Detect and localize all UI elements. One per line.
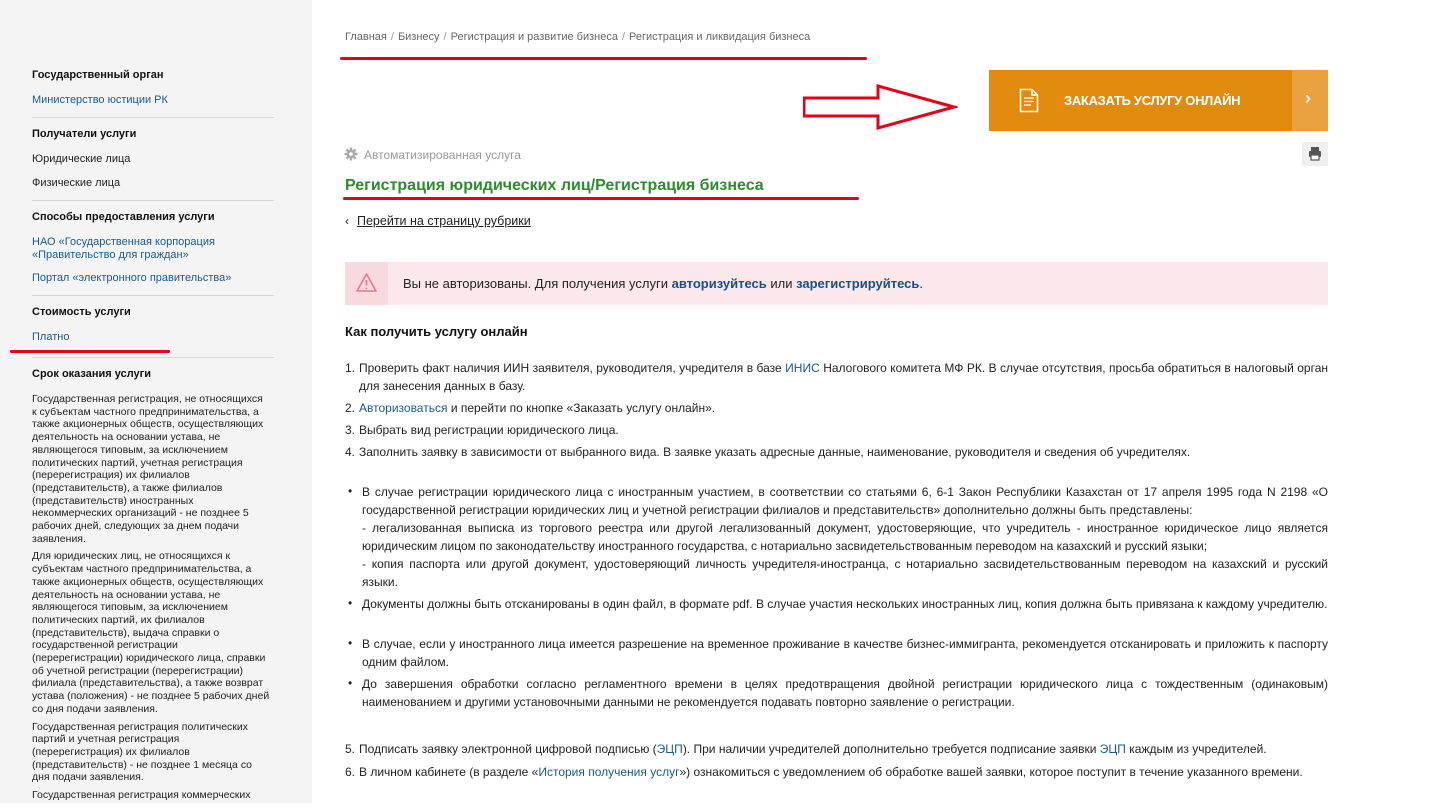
breadcrumb-item[interactable]: Бизнесу [397, 31, 440, 43]
methods-heading: Способы предоставления услуги [32, 211, 215, 223]
bullet-dot: • [348, 636, 353, 650]
annotation-arrow-icon [803, 84, 958, 130]
bullet-item [345, 635, 1328, 671]
step-number: 6. [345, 765, 356, 779]
cost-link[interactable]: Платно [32, 331, 70, 343]
step-item [345, 399, 1328, 417]
sidebar [0, 0, 312, 803]
bullet-item [345, 595, 1328, 613]
alert-message: . [919, 276, 923, 291]
annotation-underline [340, 57, 867, 60]
step-number: 4. [345, 445, 356, 459]
step-number: 5. [345, 742, 356, 756]
bullet-text: - легализованная выписка из торгового реестра или другой легализованный документ, удостоверяющие, что учредитель - иностранное юридическое лицо является юридическим лицом по законодательству иностранного государства, с нотариально засвидетельствованным переводом на казахский и русский языки; [362, 521, 1328, 553]
register-link[interactable]: зарегистрируйтесь [796, 276, 920, 291]
step-number: 3. [345, 423, 356, 437]
step-text: и перейти по кнопке «Заказать услугу онлайн». [450, 401, 716, 415]
recipients-heading: Получатели услуги [32, 128, 137, 140]
order-button-label: ЗАКАЗАТЬ УСЛУГУ ОНЛАЙН [1064, 93, 1241, 108]
step-item [345, 763, 1328, 781]
warning-icon [345, 262, 388, 305]
page-title: Регистрация юридических лиц/Регистрация бизнеса [345, 177, 764, 194]
term-paragraph: Для юридических лиц, не относящихся к субъектам частного предпринимательства, а также акционерных обществ, осуществляющих деятельность на основании устава, не являющегося типовым, за исключением политических партий, их филиалов (представительств), выдача справки о государственной регистрации (перерегистрации) юридического лица, справки об учетной регистрации (перерегистрации) филиала (представительства), а также возврат устава (положения) - не позднее 5 рабочих дней со дня подачи заявления. [32, 550, 270, 715]
bullet-item [345, 675, 1328, 711]
bullet-text: - копия паспорта или другой документ, удостоверяющий личность учредителя-иностранца, с нотариально засвидетельствованным переводом на казахский и русский языки. [362, 557, 1328, 589]
term-paragraph: Государственная регистрация политических партий и учетная регистрация (перерегистрация) их филиалов (представительств) - не позднее 1 месяца со дня подачи заявления. [32, 720, 253, 784]
authority-link[interactable]: Министерство юстиции РК [32, 94, 168, 106]
gear-icon [344, 147, 358, 161]
bullet-dot: • [348, 484, 353, 498]
term-paragraph: Государственная регистрация, не относящихся к субъектам частного предпринимательства, а также акционерных обществ, осуществляющих деятельность на основании устава, не являющегося типовым, за исключением политических партий, учетная регистрация (перерегистрация) их филиалов (представительств), а также филиалов (представительств) иностранных некоммерческих организаций - не позднее 5 рабочих дней, следующих за днем подачи заявления. [32, 393, 264, 545]
breadcrumb-item[interactable]: Регистрация и ликвидация бизнеса [629, 31, 811, 43]
back-to-category [345, 214, 531, 228]
step-item [345, 443, 1328, 461]
term-text [32, 393, 270, 807]
bullet-dot: • [348, 676, 353, 690]
bullet-item [345, 483, 1328, 591]
step-item [345, 359, 1328, 395]
bullet-text: Документы должны быть отсканированы в один файл, в формате pdf. В случае участия нескольких иностранных лиц, копия должна быть привязана к каждому учредителю. [362, 597, 1328, 611]
annotation-underline [10, 350, 170, 353]
printer-icon [1302, 142, 1328, 166]
annotation-underline [343, 197, 859, 200]
bullet-text: В случае, если у иностранного лица имеется разрешение на временное проживание в качестве бизнес-иммигранта, рекомендуется отсканировать и приложить к паспорту одним файлом. [362, 637, 1328, 669]
step-text: Заполнить заявку в зависимости от выбранного вида. В заявке указать адресные данные, наименование, руководителя и сведения об учредителях. [359, 445, 1191, 459]
method-link-gov-corp[interactable]: НАО «Государственная корпорация «Правительство для граждан» [32, 236, 215, 261]
step-text: каждым из учредителей. [1129, 742, 1267, 756]
auth-alert [345, 262, 1328, 305]
how-heading: Как получить услугу онлайн [345, 324, 528, 339]
step-text: Подписать заявку электронной цифровой подписью ( [359, 742, 657, 756]
step-text: Проверить факт наличия ИИН заявителя, руководителя, учредителя в базе [359, 361, 782, 375]
alert-message: или [770, 276, 793, 291]
back-to-category-link[interactable]: Перейти на страницу рубрики [357, 214, 531, 228]
print-button[interactable] [1302, 142, 1328, 166]
authorize-link[interactable]: Авторизоваться [359, 401, 448, 415]
step-item [345, 421, 1328, 439]
document-icon [1019, 88, 1039, 113]
breadcrumb: Главная / Бизнесу / Регистрация и развитие бизнеса / Регистрация и ликвидация бизнеса [345, 31, 811, 43]
ecp-link[interactable]: ЭЦП [1099, 742, 1126, 756]
cost-heading: Стоимость услуги [32, 306, 131, 318]
bullet-text: В случае регистрации юридического лица с иностранным участием, в соответствии со статьями 6, 6-1 Закон Республики Казахстан от 17 апреля 1995 года N 2198 «О государственной регистрации юридических лиц и учетной регистрации филиалов и представительств» дополнительно должны быть представлены: [362, 485, 1328, 517]
service-type-label: Автоматизированная услуга [364, 148, 521, 162]
chevron-right-icon: › [1292, 70, 1328, 131]
chevron-left-icon: ‹ [345, 214, 349, 228]
authority-heading: Государственный орган [32, 69, 164, 81]
breadcrumb-item[interactable]: Главная [345, 31, 387, 43]
step-text: Выбрать вид регистрации юридического лица. [359, 423, 619, 437]
step-text: Налогового комитета МФ РК. В случае отсутствия, просьба обратиться в налоговый орган для занесения данных в базу. [359, 361, 1328, 393]
sidebar-divider [32, 357, 274, 358]
sidebar-divider [32, 295, 274, 296]
step-text: ). При наличии учредителей дополнительно требуется подписание заявки [682, 742, 1097, 756]
term-heading: Срок оказания услуги [32, 368, 152, 380]
alert-text [403, 276, 923, 291]
bullet-dot: • [348, 596, 353, 610]
recipient-item: Юридические лица [32, 153, 131, 165]
breadcrumb-item[interactable]: Регистрация и развитие бизнеса [450, 31, 618, 43]
service-history-link[interactable]: История получения услуг [538, 765, 680, 779]
alert-message: Вы не авторизованы. Для получения услуги [403, 276, 668, 291]
recipient-item: Физические лица [32, 177, 121, 189]
bullet-text: До завершения обработки согласно регламентного времени в целях предотвращения двойной регистрации юридического лица с тождественным (одинаковым) наименованием и другими установочными данными не рекомендуется подавать повторно заявление о регистрации. [362, 677, 1328, 709]
service-type [344, 147, 521, 162]
step-text: ») ознакомиться с уведомлением об обработке вашей заявки, которое поступит в течение указанного времени. [679, 765, 1303, 779]
login-link[interactable]: авторизуйтесь [671, 276, 767, 291]
inis-link[interactable]: ИНИС [785, 361, 820, 375]
method-link-egov[interactable]: Портал «электронного правительства» [32, 272, 232, 284]
step-number: 1. [345, 361, 356, 375]
ecp-link[interactable]: ЭЦП [656, 742, 683, 756]
term-paragraph: Государственная регистрация коммерческих [32, 789, 251, 802]
sidebar-divider [32, 117, 274, 118]
step-text: В личном кабинете (в разделе « [359, 765, 539, 779]
sidebar-divider [32, 200, 274, 201]
step-number: 2. [345, 401, 356, 415]
order-service-online-button[interactable] [989, 70, 1328, 131]
step-item [345, 740, 1328, 758]
